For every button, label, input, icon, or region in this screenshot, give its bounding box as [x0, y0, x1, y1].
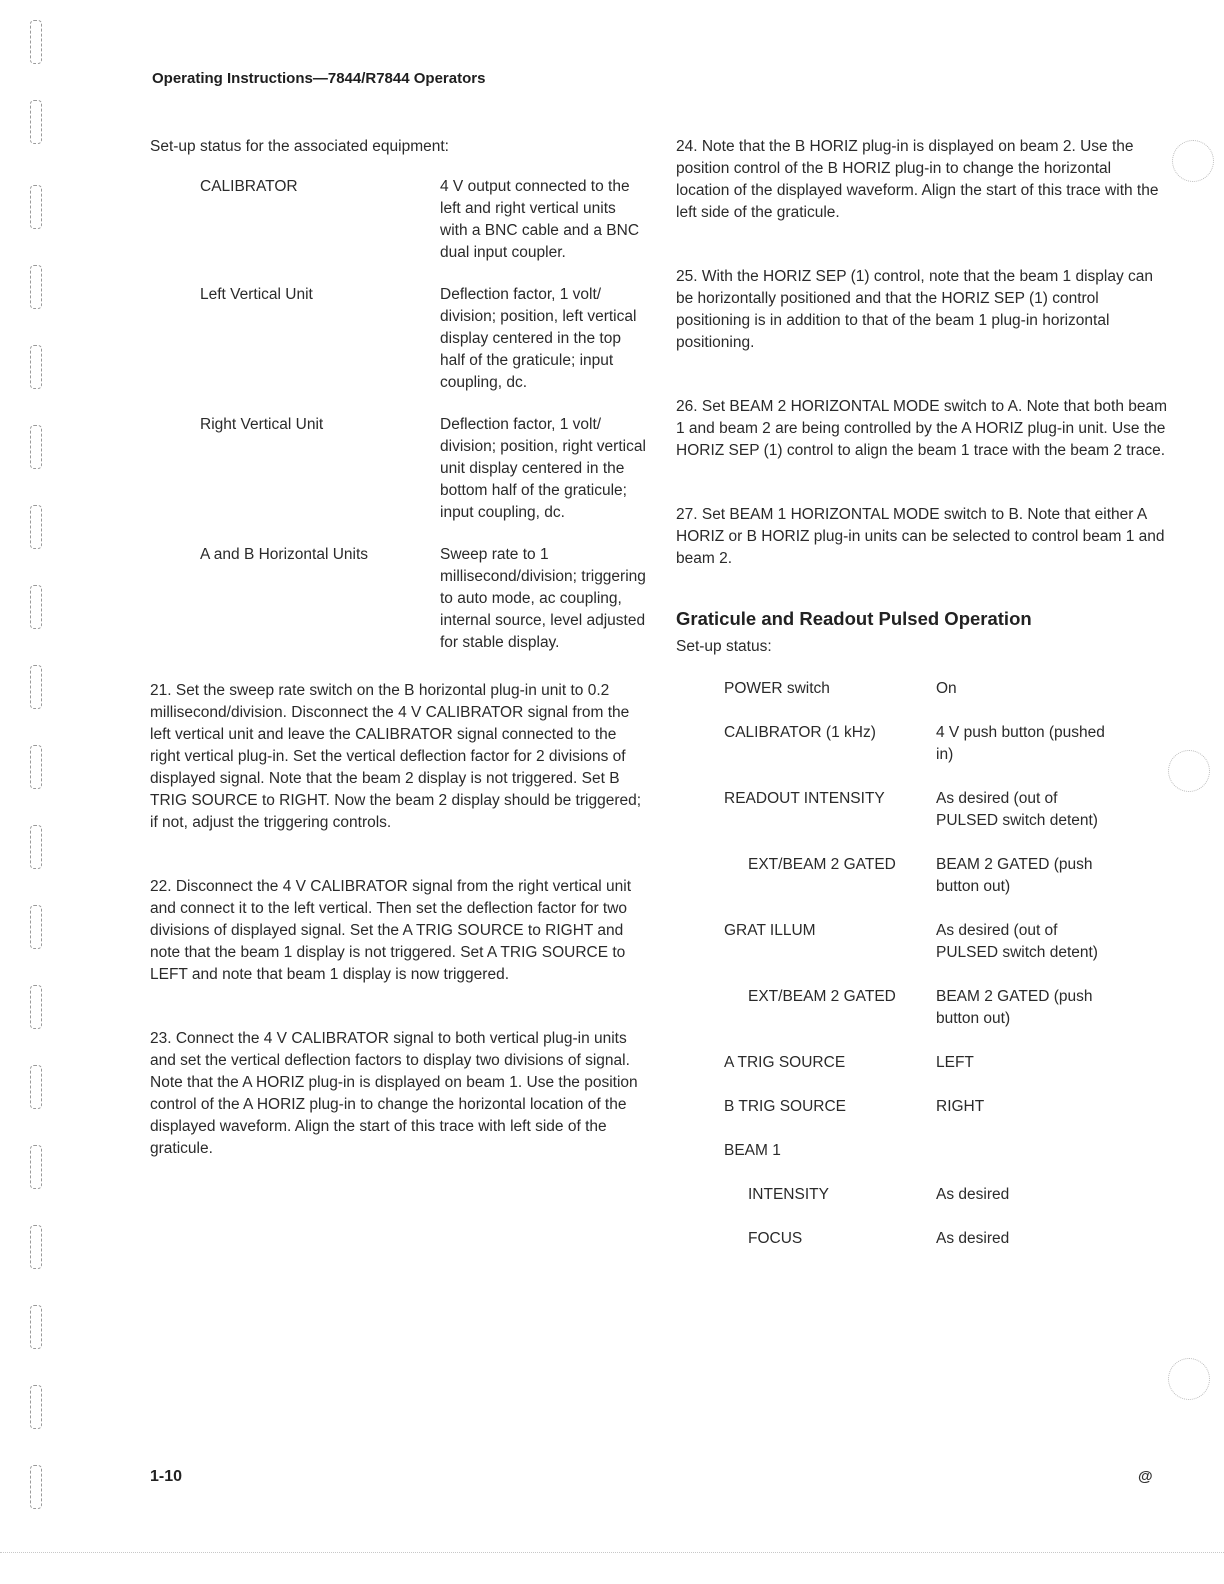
page-number: 1-10	[150, 1468, 183, 1485]
table-row	[676, 1096, 1168, 1118]
table-value: RIGHT	[936, 1098, 985, 1115]
section-title: Graticule and Readout Pulsed Operation	[676, 608, 1032, 629]
step-23: 23. Connect the 4 V CALIBRATOR signal to both vertical plug-in units and set the vertical deflection factors to display two divisions of signal. Note that the A HORIZ plug-in is displayed on beam 1. Use the position control of the A HORIZ plug-in to change the horizontal location of the displayed waveform. Align the start of this trace with left side of the graticule.	[150, 1030, 638, 1157]
binder-hole	[30, 1225, 42, 1269]
table-row	[676, 678, 1168, 700]
table-row	[676, 1184, 1168, 1206]
table-label: EXT/BEAM 2 GATED	[748, 856, 896, 873]
table-value: 4 V push button (pushed in)	[936, 724, 1105, 763]
table-label: READOUT INTENSITY	[724, 790, 885, 807]
binder-hole	[30, 1065, 42, 1109]
table-row	[676, 1228, 1168, 1250]
binder-hole	[30, 1305, 42, 1349]
step-26: 26. Set BEAM 2 HORIZONTAL MODE switch to A. Note that both beam 1 and beam 2 are being controlled by the A HORIZ plug-in unit. Use the HORIZ SEP (1) control to align the beam 1 trace with the beam 2 trace.	[676, 398, 1168, 459]
margin-mark	[1168, 750, 1210, 792]
step-27: 27. Set BEAM 1 HORIZONTAL MODE switch to B. Note that either A HORIZ or B HORIZ plug-in units can be selected to control beam 1 and beam 2.	[676, 506, 1165, 567]
table-row	[676, 854, 1168, 898]
binder-hole	[30, 745, 42, 789]
table-row	[676, 788, 1168, 832]
table-label: GRAT ILLUM	[724, 922, 816, 939]
table-label: INTENSITY	[748, 1186, 829, 1203]
table-label: EXT/BEAM 2 GATED	[748, 988, 896, 1005]
binder-hole	[30, 665, 42, 709]
setup-intro: Set-up status for the associated equipment:	[150, 138, 449, 155]
binder-hole	[30, 345, 42, 389]
pulsed-setup-table	[676, 678, 1168, 1250]
table-label: A TRIG SOURCE	[724, 1054, 846, 1071]
binder-hole	[30, 1145, 42, 1189]
step-24: 24. Note that the B HORIZ plug-in is displayed on beam 2. Use the position control of the B HORIZ plug-in to change the horizontal location of the displayed waveform. Align the start of this trace with the left side of the graticule.	[676, 138, 1159, 221]
binder-hole	[30, 585, 42, 629]
table-value: As desired (out of PULSED switch detent)	[936, 922, 1098, 961]
binder-hole	[30, 185, 42, 229]
table-label: POWER switch	[724, 680, 830, 697]
setup-value: Deflection factor, 1 volt/ division; position, left vertical display centered in the top half of the graticule; input coupling, dc.	[440, 286, 637, 391]
setup-row	[150, 414, 650, 524]
table-value: As desired (out of PULSED switch detent)	[936, 790, 1098, 829]
setup-label: CALIBRATOR	[200, 178, 298, 195]
binder-hole	[30, 1385, 42, 1429]
setup-value: Deflection factor, 1 volt/ division; position, right vertical unit display centered in the bottom half of the graticule; input coupling, dc.	[440, 416, 646, 521]
table-row	[676, 1052, 1168, 1074]
table-value: LEFT	[936, 1054, 974, 1071]
right-column	[676, 136, 1168, 1272]
binder-hole	[30, 825, 42, 869]
step-25: 25. With the HORIZ SEP (1) control, note that the beam 1 display can be horizontally positioned and that the HORIZ SEP (1) control positioning is in addition to that of the beam 1 plug-in horizontal positioning.	[676, 268, 1154, 351]
table-value: BEAM 2 GATED (push button out)	[936, 856, 1093, 895]
setup-row	[150, 284, 650, 394]
setup-row	[150, 176, 650, 264]
binder-hole	[30, 100, 42, 144]
setup-label: Left Vertical Unit	[200, 286, 313, 303]
table-value: As desired	[936, 1186, 1010, 1203]
setup-row	[150, 544, 650, 654]
step-22: 22. Disconnect the 4 V CALIBRATOR signal from the right vertical unit and connect it to the left vertical. Then set the deflection factor for two divisions of displayed signal. Set the A TRIG SOURCE to RIGHT and note that the beam 1 display is not triggered. Set A TRIG SOURCE to LEFT and note that beam 1 display is now triggered.	[150, 878, 631, 983]
table-row	[676, 986, 1168, 1030]
binder-holes	[30, 0, 44, 1584]
table-value: On	[936, 680, 957, 697]
table-row	[676, 722, 1168, 766]
table-label: B TRIG SOURCE	[724, 1098, 847, 1115]
table-label: BEAM 1	[724, 1142, 781, 1159]
table-label: FOCUS	[748, 1230, 803, 1247]
table-value: BEAM 2 GATED (push button out)	[936, 988, 1093, 1027]
table-label: CALIBRATOR (1 kHz)	[724, 724, 876, 741]
binder-hole	[30, 265, 42, 309]
table-value: As desired	[936, 1230, 1010, 1247]
scan-edge-line	[0, 1552, 1224, 1553]
margin-mark	[1172, 140, 1214, 182]
binder-hole	[30, 505, 42, 549]
setup-status-intro: Set-up status:	[676, 638, 772, 655]
page-header: Operating Instructions—7844/R7844 Operators	[152, 70, 486, 87]
setup-label: A and B Horizontal Units	[200, 546, 369, 563]
table-row	[676, 920, 1168, 964]
margin-mark	[1168, 1358, 1210, 1400]
setup-table	[150, 176, 650, 654]
left-column	[150, 136, 650, 1160]
table-row	[676, 1140, 1168, 1162]
binder-hole	[30, 1465, 42, 1509]
binder-hole	[30, 425, 42, 469]
setup-label: Right Vertical Unit	[200, 416, 324, 433]
binder-hole	[30, 905, 42, 949]
setup-value: 4 V output connected to the left and right vertical units with a BNC cable and a BNC dual input coupler.	[440, 178, 640, 261]
table-value	[936, 1140, 1106, 1162]
binder-hole	[30, 20, 42, 64]
binder-hole	[30, 985, 42, 1029]
setup-value: Sweep rate to 1 millisecond/division; triggering to auto mode, ac coupling, internal source, level adjusted for stable display.	[440, 546, 646, 651]
step-21: 21. Set the sweep rate switch on the B horizontal plug-in unit to 0.2 millisecond/division. Disconnect the 4 V CALIBRATOR signal from the left vertical unit and leave the CALIBRATOR signal connected to the right vertical plug-in. Set the vertical deflection factor for 2 divisions of displayed signal. Note that the beam 2 display is not triggered. Set B TRIG SOURCE to RIGHT. Now the beam 2 display should be triggered; if not, adjust the triggering controls.	[150, 682, 642, 831]
footer-mark: @	[1138, 1468, 1153, 1485]
